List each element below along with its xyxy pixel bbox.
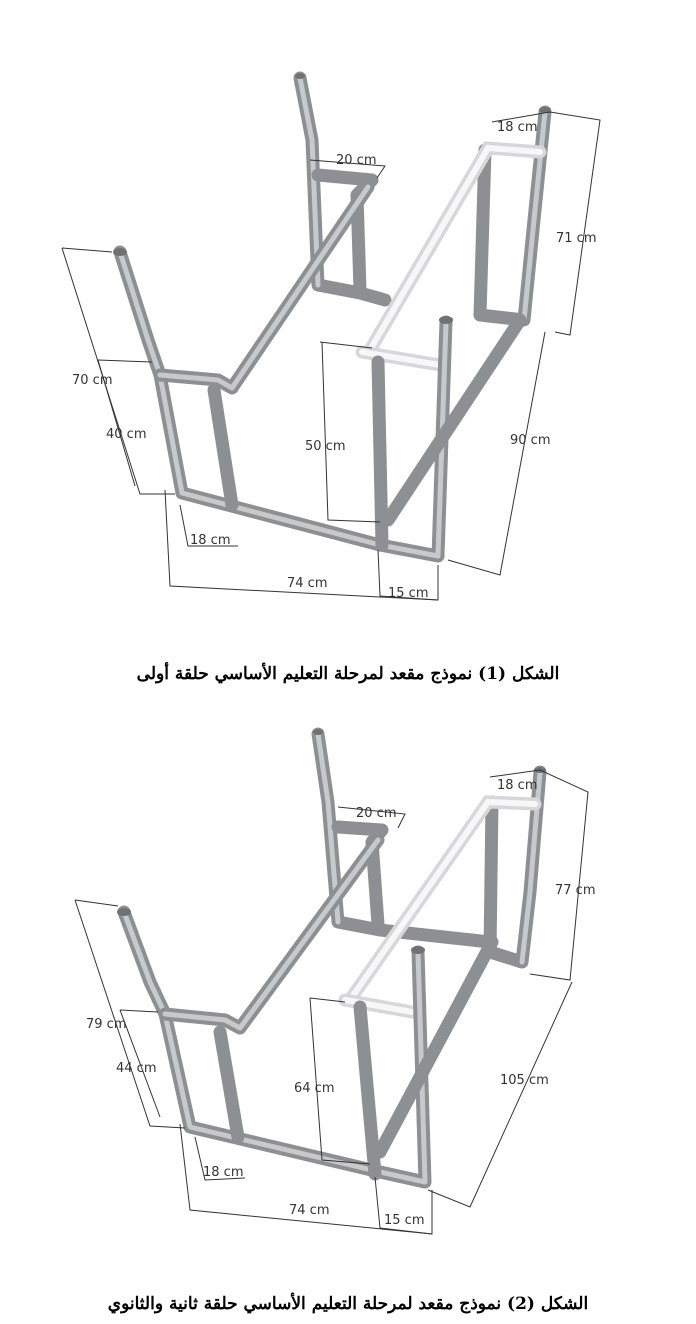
label-front-small: 18 cm [203,1165,244,1180]
label-left-total: 70 cm [72,373,113,388]
figure-2 [0,662,696,1290]
label-backrest-arm: 20 cm [356,806,397,821]
label-bottom-width: 74 cm [287,576,328,591]
label-backrest-arm: 20 cm [336,153,377,168]
caption-figure-1: الشكل (1) نموذج مقعد لمرحلة التعليم الأساسي حلقة أولى [136,664,560,684]
desk-frame [295,73,551,320]
label-top-seat: 18 cm [497,778,538,793]
bench-diagram-2 [0,662,696,1290]
label-mid-height: 50 cm [305,439,346,454]
label-right-length: 90 cm [510,433,551,448]
label-left-seat: 40 cm [106,427,147,442]
label-bottom-small: 15 cm [388,586,429,601]
label-right-length: 105 cm [500,1073,549,1088]
label-left-seat: 44 cm [116,1061,157,1076]
label-bottom-small: 15 cm [384,1213,425,1228]
label-front-small: 18 cm [190,533,231,548]
label-desk-height: 77 cm [555,883,596,898]
label-mid-height: 64 cm [294,1081,335,1096]
label-left-total: 79 cm [86,1017,127,1032]
seat-frame [117,840,492,1182]
figure-1 [0,0,696,650]
desk-frame [313,729,546,962]
label-top-seat: 18 cm [497,120,538,135]
label-desk-height: 71 cm [556,231,597,246]
caption-figure-2: الشكل (2) نموذج مقعد لمرحلة التعليم الأساسي حلقة ثانية والثانوي [107,1294,589,1314]
bench-diagram-1 [0,0,696,650]
label-bottom-width: 74 cm [289,1203,330,1218]
